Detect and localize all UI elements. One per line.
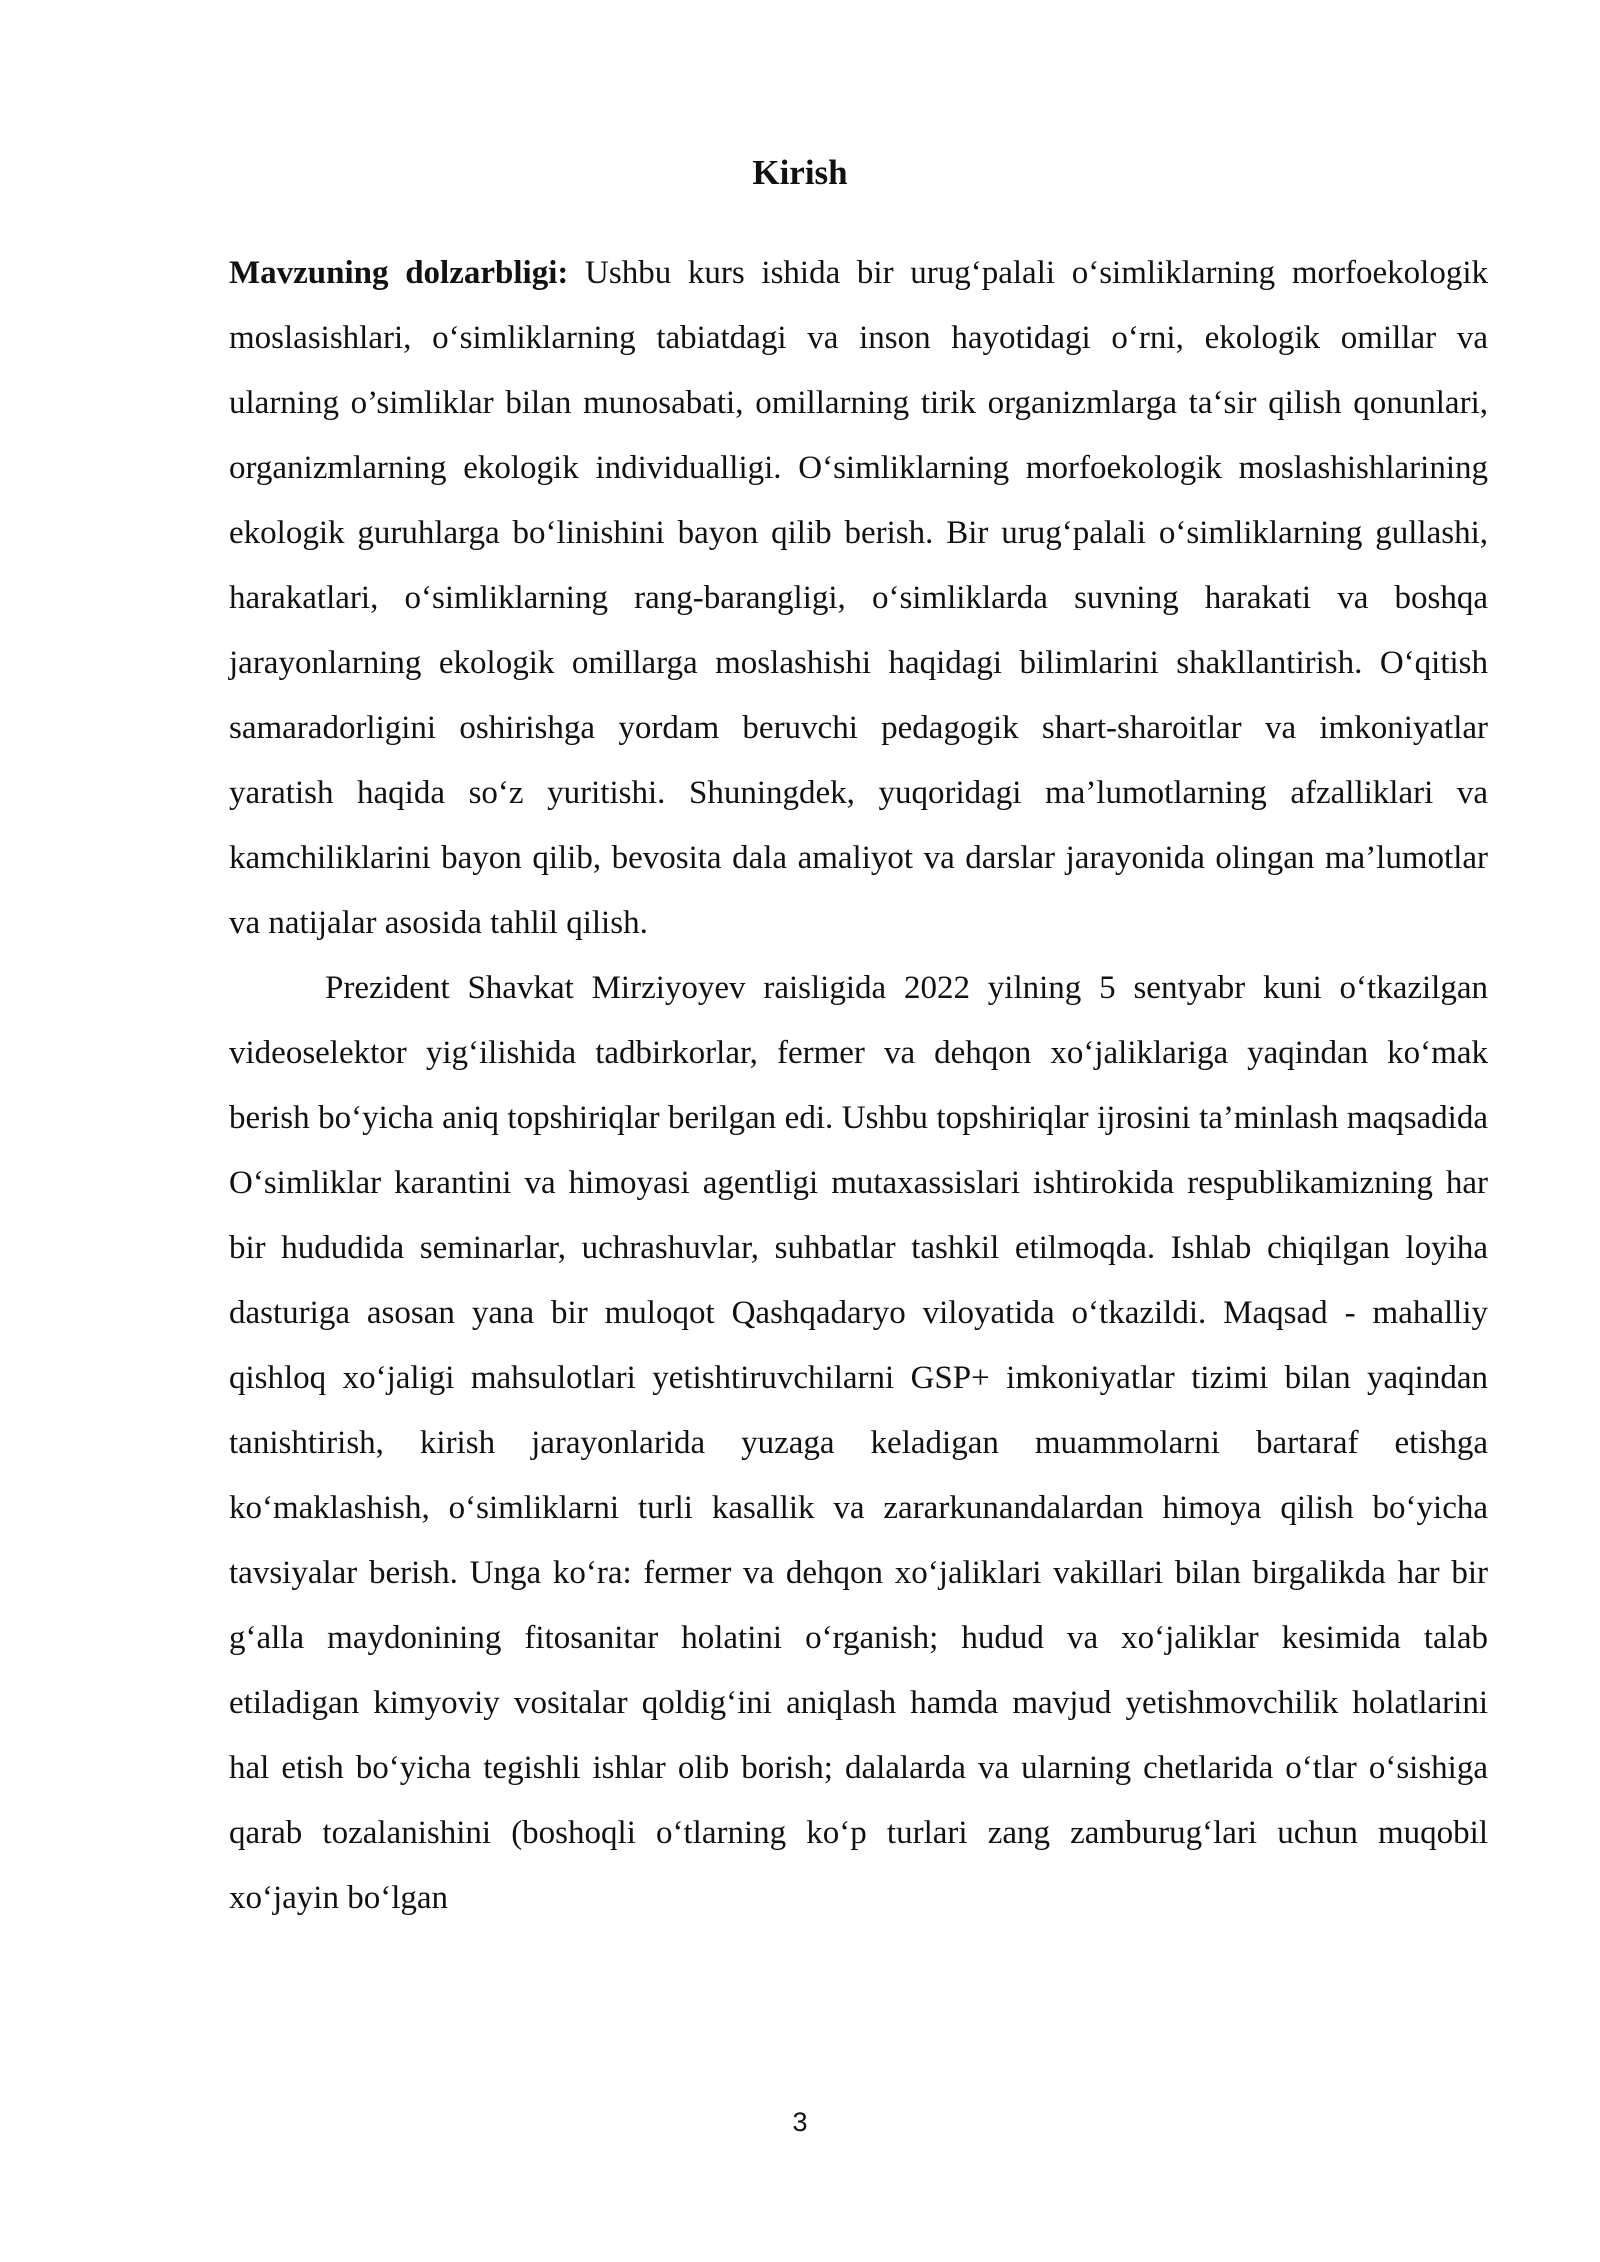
paragraph-relevance [229, 241, 1488, 956]
paragraph-relevance-text: Ushbu kurs ishida bir urug‘palali o‘simliklarning morfoekologik moslasishlari, o‘simliklarning tabiatdagi va inson hayotidagi o‘rni, ekologik omillar va ularning o’simliklar bilan munosabati, omillarning tirik organizmlarga ta‘sir qilish qonunlari, organizmlarning ekologik individualligi. O‘simliklarning morfoekologik moslashishlarining ekologik guruhlarga bo‘linishini bayon qilib berish. Bir urug‘palali o‘simliklarning gullashi, harakatlari, o‘simliklarning rang-barangligi, o‘simliklarda suvning harakati va boshqa jarayonlarning ekologik omillarga moslashishi haqidagi bilimlarini shakllantirish. O‘qitish samaradorligini oshirishga yordam beruvchi pedagogik shart-sharoitlar va imkoniyatlar yaratish haqida so‘z yuritishi. Shuningdek, yuqoridagi ma’lumotlarning afzalliklari va kamchiliklarini bayon qilib, bevosita dala amaliyot va darslar jarayonida olingan ma’lumotlar va natijalar asosida tahlil qilish. [229, 255, 1488, 941]
paragraph-president: Prezident Shavkat Mirziyoyev raisligida 2022 yilning 5 sentyabr kuni o‘tkazilgan videoselektor yig‘ilishida tadbirkorlar, fermer va dehqon xo‘jaliklariga yaqindan ko‘mak berish bo‘yicha aniq topshiriqlar berilgan edi. Ushbu topshiriqlar ijrosini ta’minlash maqsadida O‘simliklar karantini va himoyasi agentligi mutaxassislari ishtirokida respublikamizning har bir hududida seminarlar, uchrashuvlar, suhbatlar tashkil etilmoqda. Ishlab chiqilgan loyiha dasturiga asosan yana bir muloqot Qashqadaryo viloyatida o‘tkazildi. Maqsad - mahalliy qishloq xo‘jaligi mahsulotlari yetishtiruvchilarni GSP+ imkoniyatlar tizimi bilan yaqindan tanishtirish, kirish jarayonlarida yuzaga keladigan muammolarni bartaraf etishga ko‘maklashish, o‘simliklarni turli kasallik va zararkunandalardan himoya qilish bo‘yicha tavsiyalar berish. Unga ko‘ra: fermer va dehqon xo‘jaliklari vakillari bilan birgalikda har bir g‘alla maydonining fitosanitar holatini o‘rganish; hudud va xo‘jaliklar kesimida talab etiladigan kimyoviy vositalar qoldig‘ini aniqlash hamda mavjud yetishmovchilik holatlarini hal etish bo‘yicha tegishli ishlar olib borish; dalalarda va ularning chetlarida o‘tlar o‘sishiga qarab tozalanishini (boshoqli o‘tlarning ko‘p turlari zang zamburug‘lari uchun muqobil xo‘jayin bo‘lgan [229, 970, 1488, 1916]
body-text [229, 241, 1488, 1931]
page-number: 3 [792, 2107, 808, 2137]
section-title: Kirish [752, 153, 848, 192]
paragraph-lead: Mavzuning dolzarbligi: [229, 255, 569, 291]
